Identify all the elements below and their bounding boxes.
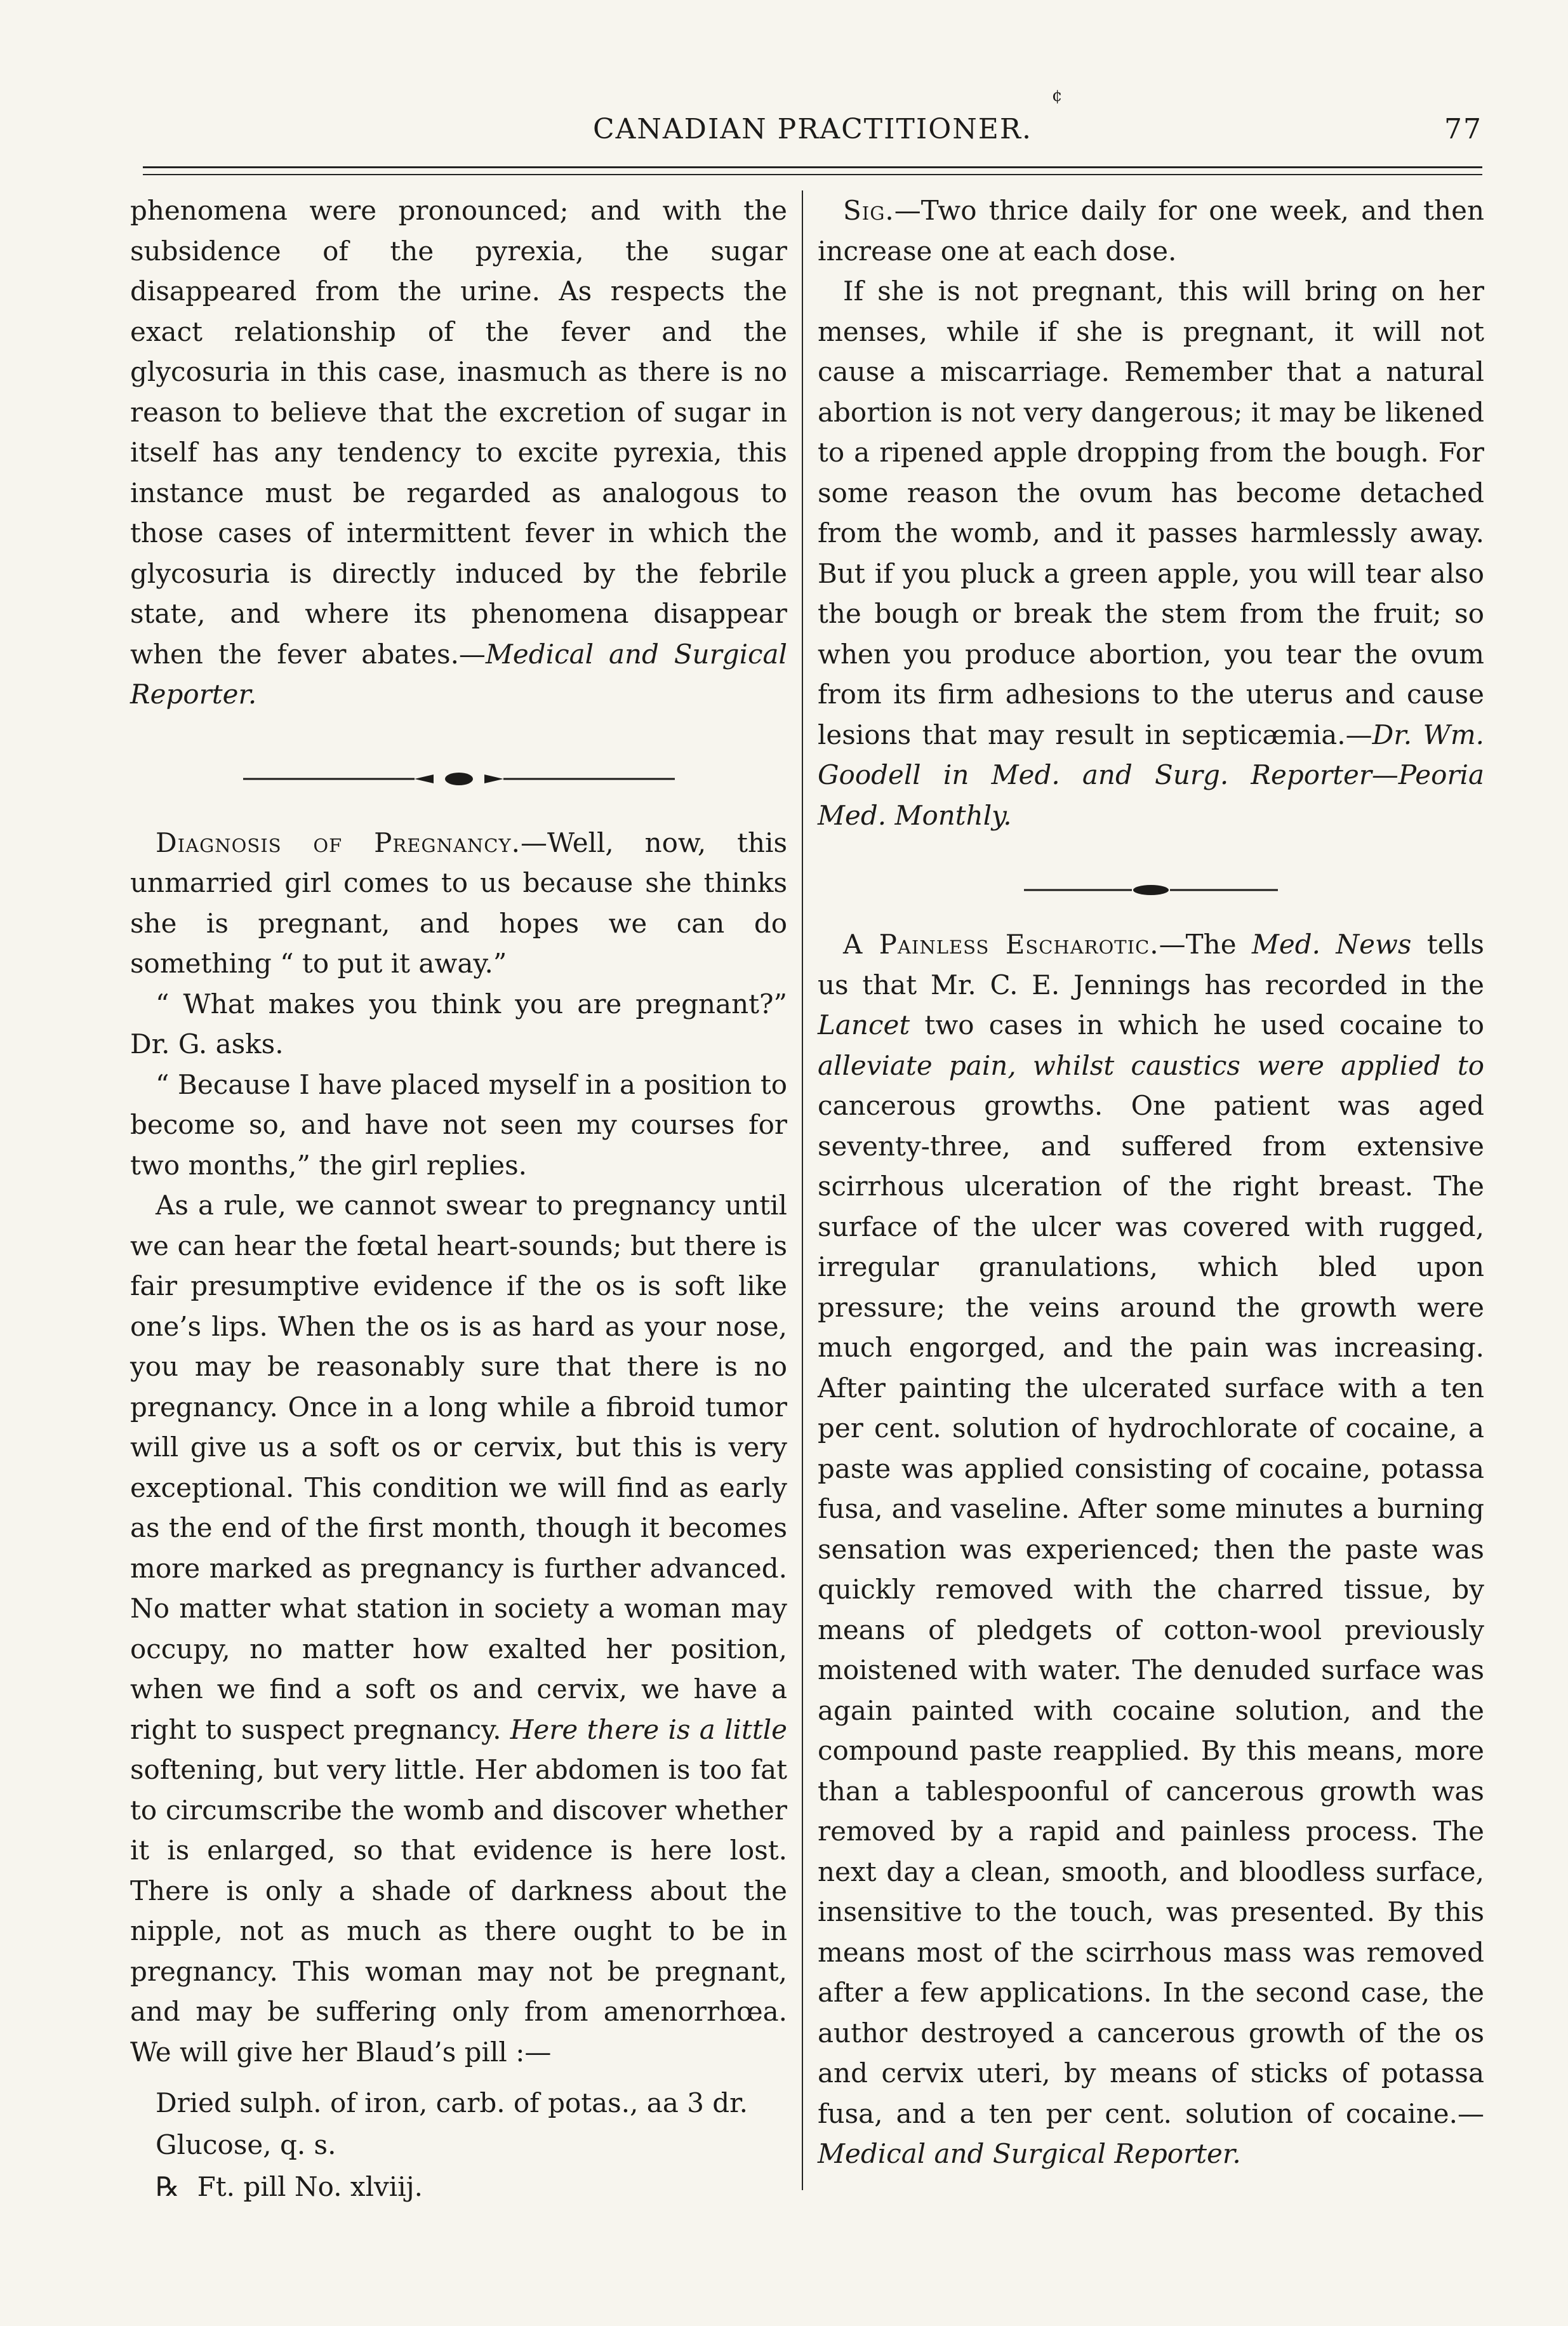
diagnosis-body: As a rule, we cannot swear to pregnancy until we can hear the fœtal heart-sounds; but there is fair presumptive evidence if the os is soft like one’s lips. When the os is as hard as your nose, you may be reasonably sure that there is no pregnancy. Once in a long while a fibroid tumor will give us a soft os or cervix, but this is very exceptional. This condition we will find as early as the end of the first month, though it becomes more marked as pregnancy is further advanced. No matter what station in society a woman may occupy, no matter how exalted her position, when we find a soft os and cervix, we have a right to suspect pregnancy. Here there is a little softening, but very little. Her abdomen is too fat to circumscribe the womb and discover whether it is enlarged, so that evidence is here lost. There is only a shade of darkness about the nipple, not as much as there ought to be in pregnancy. This woman may not be pregnant, and may be suffering only from amenorrhœa. We will give her Blaud’s pill :— xyxy=(130,1190,787,2068)
continued-source: Medical and Surgical Reporter. xyxy=(130,638,787,710)
column-divider xyxy=(802,190,803,2190)
header-rule-top xyxy=(143,166,1482,168)
signa-paragraph: Sig.—Two thrice daily for one week, and then increase one at each dose. xyxy=(818,195,1484,267)
header-rule-bottom xyxy=(143,174,1482,175)
prescription-line-1: Dried sulph. of iron, carb. of potas., aa 3 dr. xyxy=(156,2087,748,2118)
escharotic-source: Medical and Surgical Reporter. xyxy=(818,2138,1241,2169)
journal-title: CANADIAN PRACTITIONER. xyxy=(592,113,1033,145)
abortion-source: Dr. Wm. Goodell in Med. and Surg. Reporter—Peoria Med. Monthly. xyxy=(818,719,1484,831)
ornament-divider-icon xyxy=(243,769,675,788)
right-column xyxy=(818,190,1484,2184)
prescription-line-3: ℞ Ft. pill No. xlviij. xyxy=(156,2171,423,2202)
abortion-paragraph: If she is not pregnant, this will bring on her menses, while if she is pregnant, it will not cause a miscarriage. Remember that a natural abortion is not very dangerous; it may be likened to a ripened apple dropping from the bough. For some reason the ovum has become detached from the womb, and it passes harmlessly away. But if you pluck a green apple, you will tear also the bough or break the stem from the fruit; so when you produce abortion, you tear the ovum from its firm adhesions to the uterus and cause lesions that may result in septicæmia.—Dr. Wm. Goodell in Med. and Surg. Reporter—Peoria Med. Monthly. xyxy=(818,276,1484,831)
question-paragraph: “ What makes you think you are pregnant?” Dr. G. asks. xyxy=(130,988,787,1060)
continued-paragraph: phenomena were pronounced; and with the subsidence of the pyrexia, the sugar disappeared from the urine. As respects the exact relationship of the fever and the glycosuria in this case, inasmuch as there is no reason to believe that the excretion of sugar in itself has any tendency to excite pyrexia, this instance must be regarded as analogous to those cases of intermittent fever in which the glycosuria is directly induced by the febrile state, and where its phenomena disappear when the fever abates.—Medical and Surgical Reporter. xyxy=(130,195,787,710)
ornament-divider-small-icon xyxy=(1024,881,1278,900)
signa-label: Sig. xyxy=(843,195,894,226)
diagnosis-intro: Diagnosis of Pregnancy.—Well, now, this unmarried girl comes to us because she thinks she is pregnant, and hopes we can do something “ to put it away.” xyxy=(130,827,787,979)
escharotic-heading: A Painless Escharotic. xyxy=(843,929,1159,960)
running-header xyxy=(143,86,1482,157)
rx-icon: ℞ xyxy=(156,2171,180,2202)
prescription-line-2: Glucose, q. s. xyxy=(156,2129,336,2160)
header-mark: ¢ xyxy=(1052,86,1064,105)
prescription xyxy=(156,2082,787,2208)
reply-paragraph: “ Because I have placed myself in a position to become so, and have not seen my courses for two months,” the girl replies. xyxy=(130,1068,787,1181)
section-ornament-small xyxy=(818,870,1484,889)
escharotic-article: A Painless Escharotic.—The Med. News tells us that Mr. C. E. Jennings has recorded in the Lancet two cases in which he used cocaine to alleviate pain, whilst caustics were applied to cancerous growths. One patient was aged seventy-three, and suffered from extensive scirrhous ulceration of the right breast. The surface of the ulcer was covered with rugged, irregular granulations, which bled upon pressure; the veins around the growth were much engorged, and the pain was increasing. After painting the ulcerated surface with a ten per cent. solution of hydrochlorate of cocaine, a paste was applied consisting of cocaine, potassa fusa, and vaseline. After some minutes a burning sensation was experienced; then the paste was quickly removed with the charred tissue, by means of pledgets of cotton-wool previously moistened with water. The denuded surface was again painted with cocaine solution, and the compound paste reapplied. By this means, more than a tablespoonful of cancerous growth was removed by a rapid and painless process. The next day a clean, smooth, and bloodless surface, insensitive to the touch, was presented. By this means most of the scirrhous mass was removed after a few applications. In the second case, the author destroyed a cancerous growth of the os and cervix uteri, by means of sticks of potassa fusa, and a ten per cent. solution of cocaine.—Medical and Surgical Reporter. xyxy=(818,929,1484,2169)
section-ornament xyxy=(130,759,787,778)
left-column xyxy=(130,190,787,2202)
page-number: 77 xyxy=(1444,113,1482,145)
diagnosis-heading: Diagnosis of Pregnancy. xyxy=(156,827,521,858)
